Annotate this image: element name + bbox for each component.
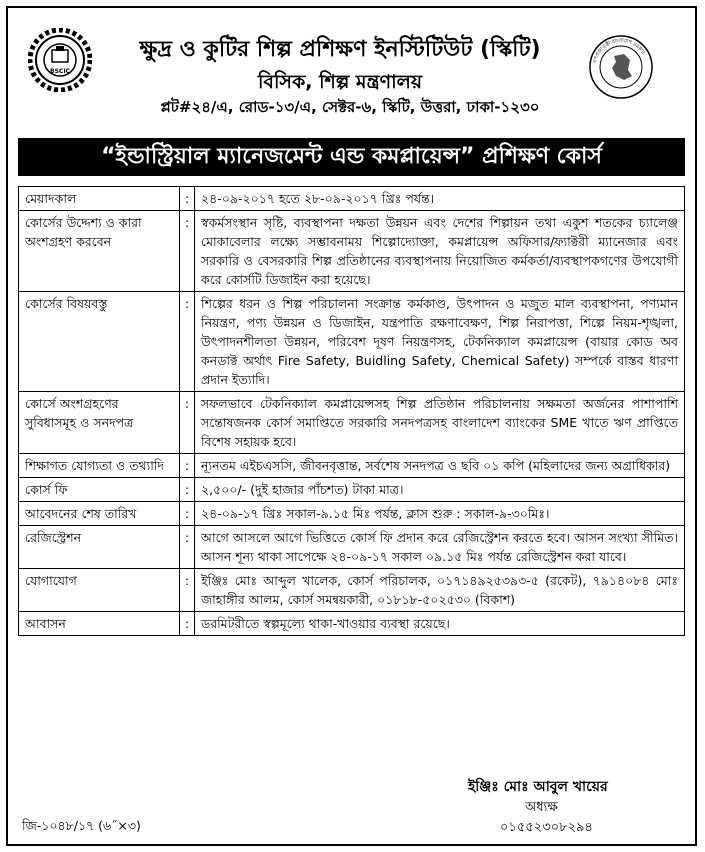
row-label-duration: মেয়াদকাল <box>19 187 180 211</box>
row-value-content: শিল্পের ধরন ও শিল্প পরিচালনা সংক্রান্ত কর্মকাণ্ড, উৎপাদন ও মজুত মাল ব্যবস্থাপনা, পণ্যমান নিয়ন্ত্রণ, পণ্য উন্নয়ন ও ডিজাইন, যন্ত্রপাতি রক্ষণাবেক্ষণ, শিল্প নিরাপত্তা, শিল্পে নিয়ম-শৃঙ্খলা, উৎপাদনশীলতা উন্নয়ন, পরিবেশ দূষণ নিয়ন্ত্রণসহ, টেকনিক্যাল কমপ্লায়েন্স (বায়ার কোড অব কনডাক্ট অর্থাৎ Fire Safety, Buidling Safety, Chemical Safety) সম্পর্কে বাস্তব ধারণা প্রদান ইত্যাদি। <box>195 292 685 392</box>
row-colon: : <box>180 292 195 392</box>
row-value-duration: ২৪-০৯-২০১৭ হতে ২৮-০৯-২০১৭ খ্রিঃ পর্যন্ত। <box>195 187 685 211</box>
bscic-logo-icon <box>28 28 92 92</box>
row-value-contact: ইঞ্জিঃ মোঃ আব্দুল খালেক, কোর্স পরিচালক, ০১৭১৪৯২৫৩৯৩-৫ (রকেট), ৭৯১৪০৮৪ মোঃ জাহাঙ্গীর আলম, কোর্স সমন্বয়কারী, ০১৮১৮-৫০২৫৩০ (বিকাশ) <box>195 569 685 612</box>
row-label-benefits: কোর্সে অংশগ্রহণের সুবিধাসমূহ ও সনদপত্র <box>19 392 180 454</box>
table-row <box>19 292 685 392</box>
table-row <box>19 392 685 454</box>
row-value-accommodation: ডরমিটরীতে স্বল্পমূল্যে থাকা-খাওয়ার ব্যবস্থা রয়েছে। <box>195 612 685 636</box>
row-label-objective: কোর্সের উদ্দেশ্য ও কারা অংশগ্রহণ করবেন <box>19 211 180 292</box>
row-colon: : <box>180 569 195 612</box>
row-label-registration: রেজিস্ট্রেশন <box>19 526 180 569</box>
row-colon: : <box>180 392 195 454</box>
table-row <box>19 211 685 292</box>
row-colon: : <box>180 612 195 636</box>
row-colon: : <box>180 454 195 478</box>
signatory-name: ইঞ্জিঃ মোঃ আবুল খায়ের <box>468 779 608 795</box>
row-value-objective: স্বকর্মসংস্থান সৃষ্টি, ব্যবস্থাপনা দক্ষতা উন্নয়ন এবং দেশের শিল্পায়ন তথা একুশ শতকের চ্যালেঞ্জ মোকাবেলার লক্ষ্যে সম্ভাবনাময় শিল্পোদ্যোক্তা, কমপ্লায়েন্স অফিসার/ফ্যাক্টরী ম্যানেজার এবং সরকারি ও বেসরকারি শিল্প প্রতিষ্ঠানের ব্যবস্থাপনায় নিয়োজিত কর্মকর্তা/ব্যবস্থাপকগণের উপযোগী করে কোর্সটি ডিজাইন করা হয়েছে। <box>195 211 685 292</box>
row-value-deadline: ২৪-০৯-১৭ খ্রিঃ সকাল-৯.১৫ মিঃ পর্যন্ত, ক্লাস শুরু : সকাল-৯-৩০মিঃ। <box>195 502 685 526</box>
advertisement-reference: জি-১০৪৮/১৭ (৬˝×৩) <box>22 818 141 833</box>
row-label-qualification: শিক্ষাগত যোগ্যতা ও তথ্যাদি <box>19 454 180 478</box>
row-value-fee: ২,৫০০/- (দুই হাজার পাঁচশত) টাকা মাত্র। <box>195 478 685 502</box>
table-row <box>19 612 685 636</box>
government-seal-icon <box>588 34 654 100</box>
table-row <box>19 526 685 569</box>
row-colon: : <box>180 526 195 569</box>
government-seal-text: গণপ্রজাতন্ত্রী বাংলাদেশ সরকার <box>592 37 646 64</box>
row-value-qualification: ন্যূনতম এইচএসসি, জীবনবৃত্তান্ত, সর্বশেষ সনদপত্র ও ছবি ০১ কপি (মহিলাদের জন্য অগ্রাধিকার) <box>195 454 685 478</box>
row-label-accommodation: আবাসন <box>19 612 180 636</box>
row-colon: : <box>180 211 195 292</box>
table-row <box>19 569 685 612</box>
row-label-content: কোর্সের বিষয়বস্তু <box>19 292 180 392</box>
row-label-fee: কোর্স ফি <box>19 478 180 502</box>
table-row <box>19 478 685 502</box>
bscic-logo-text: BSCIC <box>50 68 70 75</box>
row-colon: : <box>180 478 195 502</box>
row-value-benefits: সফলভাবে টেকনিক্যাল কমপ্লায়েন্সসহ শিল্প প্রতিষ্ঠান পরিচালনায় সক্ষমতা অর্জনের পাশাপাশি সন্তোষজনক কোর্স সমাপ্তিতে সরকারি সনদপত্রসহ বাংলাদেশ ব্যাংকের SME খাতে ঋণ প্রাপ্তিতে বিশেষ সহায়ক হবে। <box>195 392 685 454</box>
table-row <box>19 502 685 526</box>
course-details-table <box>18 186 685 636</box>
row-label-deadline: আবেদনের শেষ তারিখ <box>19 502 180 526</box>
row-label-contact: যোগাযোগ <box>19 569 180 612</box>
institute-address: প্লট#২৪/এ, রোড-১৩/এ, সেক্টর-৬, স্কিটি, উত্তরা, ঢাকা-১২৩০ <box>160 98 540 116</box>
table-row <box>19 187 685 211</box>
row-value-registration: আগে আসলে আগে ভিত্তিতে কোর্স ফি প্রদান করে রেজিস্ট্রেশন করতে হবে। আসন সংখ্যা সীমিত। আসন শূন্য থাকা সাপেক্ষে ২৪-০৯-১৭ সকাল ০৯.১৫ মিঃ পর্যন্ত রেজিস্ট্রেশন করা যাবে। <box>195 526 685 569</box>
institute-name: ক্ষুদ্র ও কুটির শিল্প প্রশিক্ষণ ইনস্টিটিউট (স্কিটি) <box>139 37 541 62</box>
course-title-banner: “ইন্ডাস্ট্রিয়াল ম্যানেজমেন্ট এন্ড কমপ্লায়েন্স” প্রশিক্ষণ কোর্স <box>18 138 685 176</box>
signatory-title: অধ্যক্ষ <box>525 800 558 815</box>
row-colon: : <box>180 502 195 526</box>
signatory-phone: ০১৫৫২৩০৮২৯৪ <box>500 820 593 835</box>
ministry-name: বিসিক, শিল্প মন্ত্রণালয় <box>257 71 423 93</box>
row-colon: : <box>180 187 195 211</box>
table-row <box>19 454 685 478</box>
